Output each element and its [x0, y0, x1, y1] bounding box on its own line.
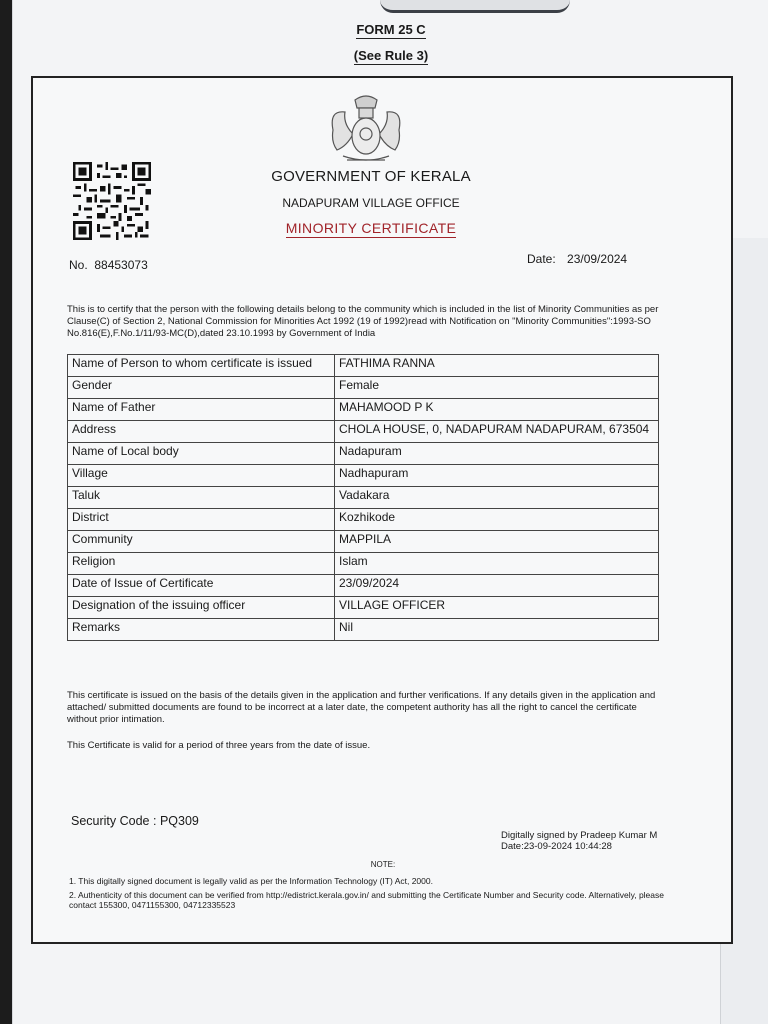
detail-label: Taluk [68, 487, 335, 509]
note-item-2: 2. Authenticity of this document can be verified from http://edistrict.kerala.gov.in/ and submitting the Certificate Number and Security code. Alternatively, please contact 155300, 0471155300, 04712335523 [69, 890, 664, 910]
detail-label: Name of Local body [68, 443, 335, 465]
detail-value: FATHIMA RANNA [335, 355, 659, 377]
table-row [68, 421, 659, 443]
detail-label: Religion [68, 553, 335, 575]
table-row [68, 575, 659, 597]
detail-value: 23/09/2024 [335, 575, 659, 597]
detail-label: Community [68, 531, 335, 553]
table-row [68, 443, 659, 465]
table-row [68, 619, 659, 641]
signature-timestamp: Date:23-09-2024 10:44:28 [501, 841, 612, 852]
table-row [68, 597, 659, 619]
note-title: NOTE: [370, 860, 396, 869]
detail-label: District [68, 509, 335, 531]
certificate-number: No. 88453073 [69, 258, 148, 272]
detail-value: Female [335, 377, 659, 399]
validity-paragraph: This Certificate is valid for a period of three years from the date of issue. [67, 740, 371, 751]
detail-label: Remarks [68, 619, 335, 641]
digital-signature [501, 830, 657, 852]
detail-value: CHOLA HOUSE, 0, NADAPURAM NADAPURAM, 673504 [335, 421, 659, 443]
detail-value: Nadhapuram [335, 465, 659, 487]
table-row [68, 465, 659, 487]
detail-label: Village [68, 465, 335, 487]
table-row [68, 377, 659, 399]
detail-value: Nadapuram [335, 443, 659, 465]
detail-value: Vadakara [335, 487, 659, 509]
form-title: FORM 25 C [356, 22, 426, 37]
detail-label: Address [68, 421, 335, 443]
note-item-1: 1. This digitally signed document is legally valid as per the Information Technology (IT) Act, 2000. [69, 876, 433, 886]
detail-label: Gender [68, 377, 335, 399]
detail-value: Nil [335, 619, 659, 641]
details-table [67, 354, 659, 641]
detail-label: Name of Person to whom certificate is issued [68, 355, 335, 377]
detail-label: Name of Father [68, 399, 335, 421]
detail-label: Designation of the issuing officer [68, 597, 335, 619]
top-edge-shadow [380, 0, 570, 13]
security-code: Security Code : PQ309 [71, 814, 199, 828]
detail-value: MAPPILA [335, 531, 659, 553]
signed-by: Digitally signed by Pradeep Kumar M [501, 830, 658, 841]
certificate-date: Date: 23/09/2024 [527, 252, 628, 266]
form-rule: (See Rule 3) [353, 48, 429, 63]
detail-value: VILLAGE OFFICER [335, 597, 659, 619]
table-row [68, 509, 659, 531]
state-emblem-icon [313, 90, 419, 170]
government-name: GOVERNMENT OF KERALA [271, 168, 471, 185]
disclaimer-paragraph: This certificate is issued on the basis of the details given in the application and further verifications. If any details given in the application and attached/ submitted documents are found to be incorrect at a later date, the competent authority has all the right to cancel the certificate without prior intimation. [67, 690, 656, 725]
table-row [68, 553, 659, 575]
certificate-type: MINORITY CERTIFICATE [285, 220, 457, 236]
office-name: NADAPURAM VILLAGE OFFICE [282, 196, 460, 210]
table-row [68, 399, 659, 421]
table-row [68, 487, 659, 509]
certificate-paper [12, 0, 768, 1024]
intro-paragraph: This is to certify that the person with the following details belong to the community which is included in the list of Minority Communities as per Clause(C) of Section 2, National Commission for Minorities Act 1992 (19 of 1992)read with Notification on "Minority Communities":1993-SO No.816(E),F.No.1/11/93-MC(D),dated 23.10.1993 by Government of India [67, 304, 659, 339]
certificate-frame [31, 76, 733, 944]
detail-value: MAHAMOOD P K [335, 399, 659, 421]
detail-label: Date of Issue of Certificate [68, 575, 335, 597]
detail-value: Kozhikode [335, 509, 659, 531]
table-row [68, 531, 659, 553]
table-row [68, 355, 659, 377]
detail-value: Islam [335, 553, 659, 575]
